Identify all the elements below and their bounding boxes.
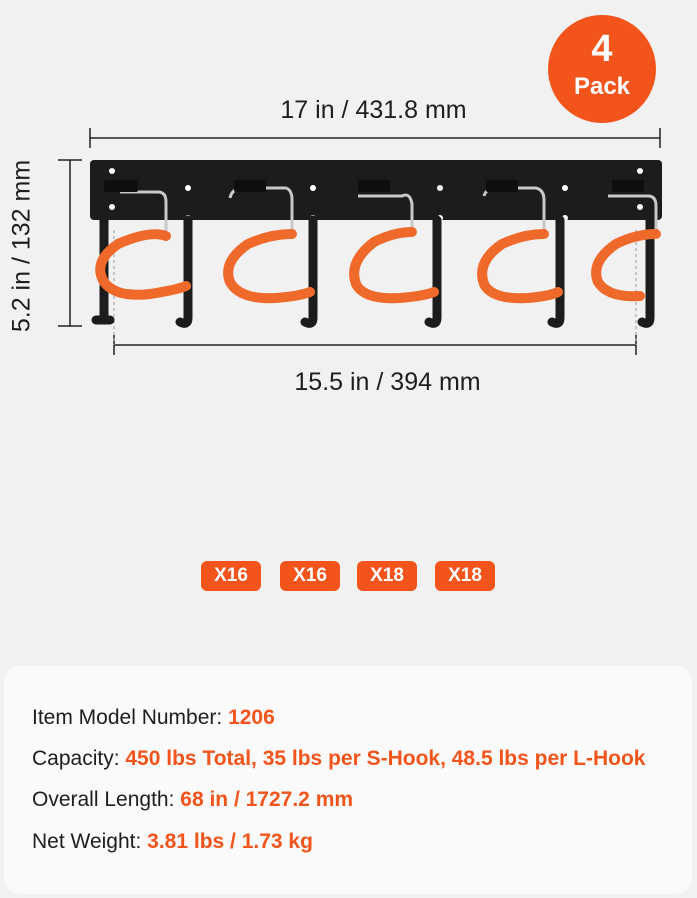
short-screw-qty: X18 — [357, 561, 417, 591]
spec-length: Overall Length: 68 in / 1727.2 mm — [32, 788, 354, 811]
rack-illustration — [0, 0, 697, 420]
spec-model: Item Model Number: 1206 — [32, 706, 275, 729]
l-hooks — [96, 220, 650, 323]
long-screw-qty: X18 — [435, 561, 495, 591]
spec-capacity: Capacity: 450 lbs Total, 35 lbs per S-Hook, 48.5 lbs per L-Hook — [32, 747, 646, 770]
pack-count: 4 — [591, 28, 613, 70]
spec-panel — [4, 666, 692, 894]
height-label: 5.2 in / 132 mm — [7, 159, 36, 333]
wall-anchor-qty: X16 — [201, 561, 261, 591]
pack-label: Pack — [573, 73, 631, 100]
drywall-anchor-qty: X16 — [280, 561, 340, 591]
overall-width-label: 17 in / 431.8 mm — [280, 96, 467, 124]
spec-weight: Net Weight: 3.81 lbs / 1.73 kg — [32, 830, 313, 853]
hook-span-label: 15.5 in / 394 mm — [294, 368, 481, 396]
